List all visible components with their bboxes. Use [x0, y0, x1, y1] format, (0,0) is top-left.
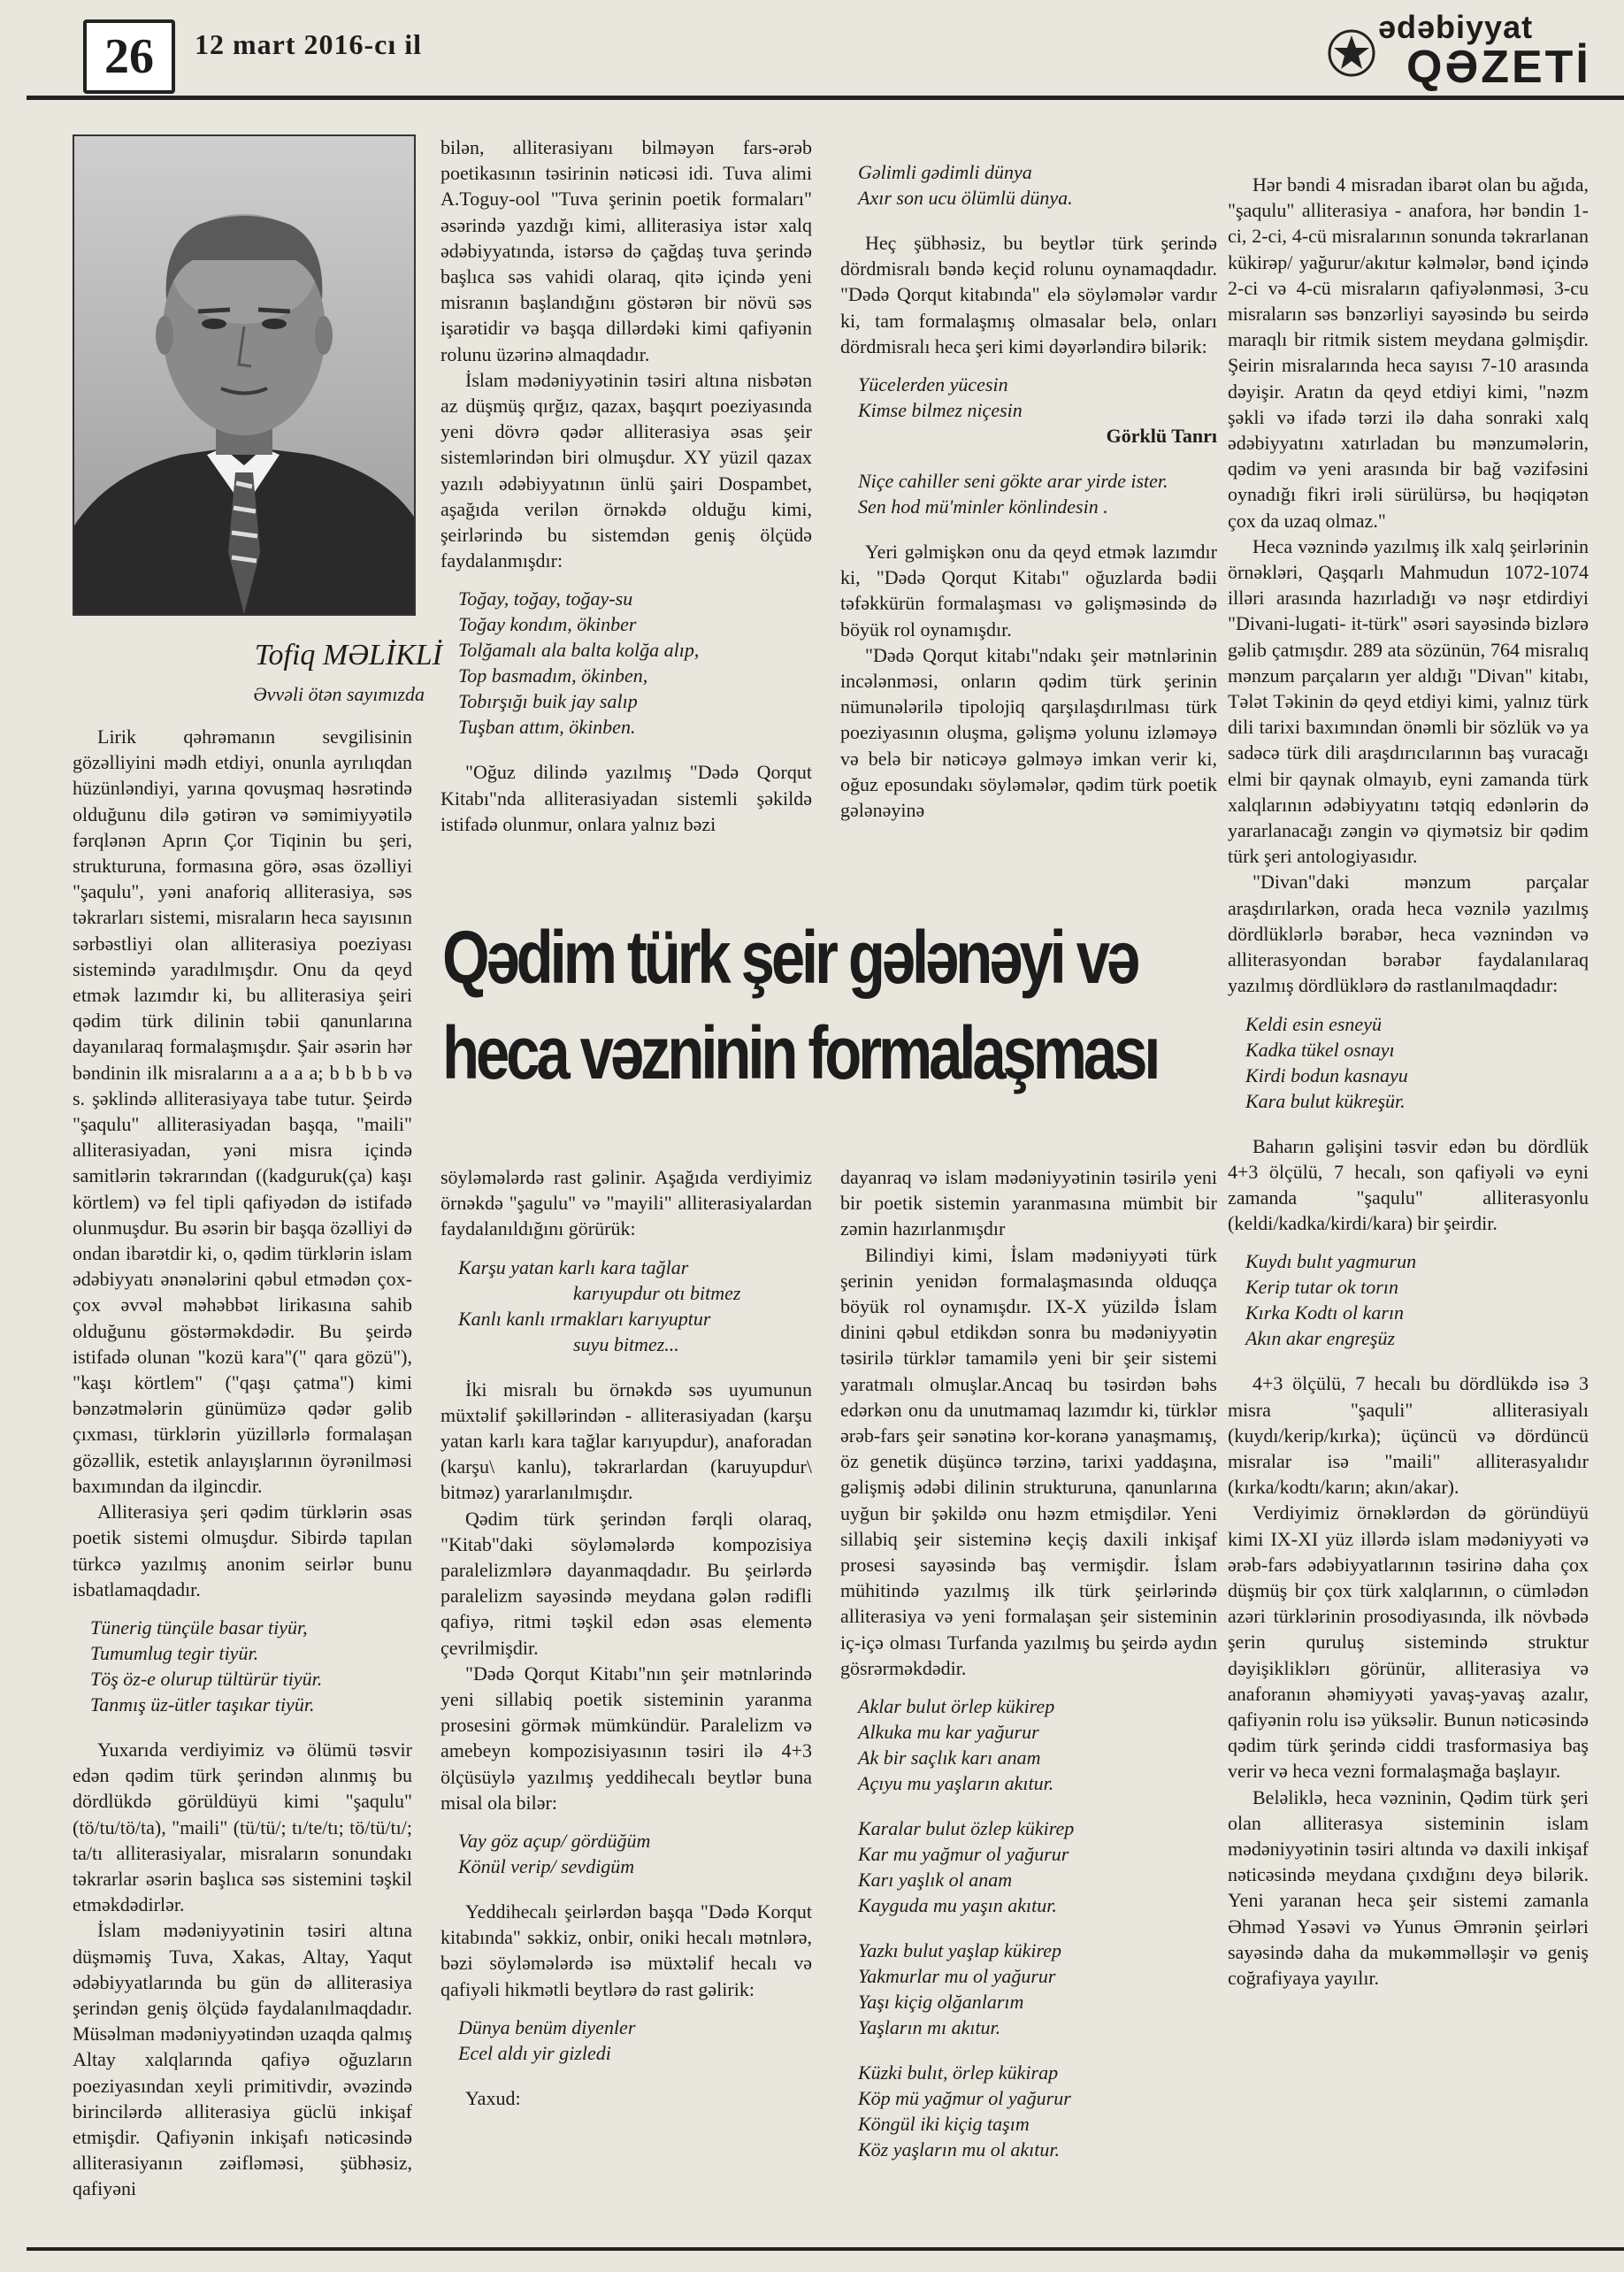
- verse-line: Akın akar engreşüz: [1245, 1327, 1396, 1350]
- title-line1: Qədim türk şeir gələnəyi və: [442, 916, 1138, 999]
- author-photo: [73, 134, 416, 616]
- verse-line: Kayguda mu yaşın akıtur.: [858, 1894, 1057, 1917]
- poem-verse: [858, 468, 1217, 519]
- paragraph: Yaxud:: [465, 2086, 521, 2109]
- column-3: [840, 159, 1217, 823]
- verse-line: Könül verip/ sevdigüm: [458, 1855, 635, 1878]
- paragraph: Baharın gəlişini təsvir edən bu dördlük 4+3 ölçülü, 7 hecalı, son qafiyəli və eyni zamanda "şaqulu" alliterasyonlu (keldi/kadka/kirdi/kara) bir şeirdir.: [1228, 1134, 1589, 1235]
- paragraph: Beləliklə, heca vəzninin, Qədim türk şeri olan alliterasya sisteminin islam mədəniyyətinin təsiri altında və daxili inkişaf nəticəsində meydana çıxdığını deyə bilərik. Yeni yaranan heca şeir sistemi zamanla Əhməd Yəsəvi və Yunus Əmrənin şeirləri sayəsində daha da mukəmməlləşir və geniş coğrafiyaya yayılır.: [1228, 1785, 1589, 1989]
- verse-line: Keldi esin esneyü: [1245, 1012, 1382, 1035]
- verse-line: Yaşı kiçig olğanlarım: [858, 1991, 1024, 2014]
- paragraph: "Dədə Qorqut kitabı"ndakı şeir mətnlərinin incələnməsi, onların qədim türk şerinin nümunələrilə tipolojiq qarşılaşdırılması türk poeziyasının oluşma, gəlişmə yolunu izləməyə və belə bir nəticəyə gəlməyə imkan verir ki, oğuz eposundakı söyləmələr, qədim türk poetik gələnəyinə: [840, 643, 1217, 822]
- paragraph: dayanraq və islam mədəniyyətinin təsirilə yeni bir poetik sistemin yaranmasına mümbit bir zəmin hazırlanmışdır: [840, 1166, 1217, 1240]
- verse-line: Tumumlug tegir tiyür.: [90, 1641, 259, 1664]
- column-2: [440, 134, 812, 837]
- paragraph: Verdiyimiz örnəklərdən də göründüyü kimi IX-XI yüz illərdə islam mədəniyyəti və ərəb-fars ədəbiyyatlarının təsirinə daha çox düşmüş bir çox türk xalqlarının, o cümlədən azəri türklərinin prosodiyasında, ilk növbədə şerin quruluş sistemində struktur dəyişikliklərı görünür, alliterasiya və anaforanın əhəmiyyəti yavaş-yavaş azalır, qafiyənin rolu isə yüksəlir. Bunun nəticəsində qədim türk şerində ciddi trasformasiya baş verir və heca vezni formalaşmağa başlayır.: [1228, 1501, 1589, 1783]
- verse-line: Kimse bilmez niçesin: [858, 399, 1023, 422]
- column-1: [73, 724, 412, 2202]
- verse-line: Kadka tükel osnayı: [1245, 1038, 1395, 1061]
- verse-line: Yaşların mı akıtur.: [858, 2016, 1001, 2039]
- verse-line: Toğay, toğay, toğay-su: [458, 587, 633, 610]
- verse-line: Yazkı bulut yaşlap kükirep: [858, 1939, 1061, 1962]
- poem-verse: [858, 159, 1217, 211]
- poem-verse: [458, 1828, 812, 1879]
- logo-line1: ədəbiyyat: [1378, 9, 1534, 45]
- column-4: [1228, 172, 1589, 1991]
- paragraph: İki misralı bu örnəkdə səs uyumunun müxtəlif şəkillərindən - alliterasiyadan (karşu yatan karlı kara tağlar karıyupdur), anaforadan (karşu\ kanlu), təkrarlardan (karuyupdur\ bitməz) yararlanılmışdır.: [440, 1378, 812, 1504]
- poem-verse: [458, 1255, 812, 1357]
- verse-line: Dünya benüm diyenler: [458, 2015, 636, 2038]
- verse-line: Kanlı kanlı ırmakları karıyuptur: [458, 1307, 711, 1330]
- issue-date: 12 mart 2016-cı il: [195, 28, 423, 60]
- poem-verse: [858, 1938, 1217, 2040]
- paragraph: Hər bəndi 4 misradan ibarət olan bu ağıda, "şaqulu" alliterasiya - anafora, hər bəndin 1-ci, 2-ci, 4-cü misralarının sonunda təkrarlanan kükirəp/ yağurur/akıtur kəlmələr, bənd içində 2-ci və 4-cü misraların qafiyələnməsi, 3-cu misraların səs bənzərliyi sayəsində bu seirdə maraqlı bir ritmik sistem meydana gəlmişdir. Şeirin misralarında heca sayısı 7-10 arasında dəyişir. Aratın da qeyd etdiyi kimi, "nəzm şəkli və ifadə tərzi ilə daha sonraki xalq ədəbiyyatını xatırladan bu mənzumələrin, qədim və yeni arasında bir bağ vəzifəsini oynadığı fikri irəli sürülürsə, bu həqiqətən çox da uzaq olmaz.": [1228, 173, 1589, 532]
- page-number: 26: [83, 19, 175, 94]
- paragraph: Heç şübhəsiz, bu beytlər türk şerində dördmisralı bəndə keçid rolunu oynamaqdadır. "Dədə Qorqut kitabında" elə söyləmələr vardır ki, tam formalaşmış olmasalar belə, onları dördmisralı heca şeri kimi dəyərləndirə bilərik:: [840, 232, 1217, 357]
- verse-line: Tobırşığı buik jay salıp: [458, 690, 638, 713]
- poem-verse: [90, 1615, 412, 1717]
- poem-verse: [858, 372, 1217, 449]
- verse-line: Köngül iki kiçig taşım: [858, 2113, 1030, 2136]
- verse-line: suyu bitmez...: [573, 1332, 679, 1355]
- verse-line: Tanmış üz-ütler taşıkar tiyür.: [90, 1692, 315, 1716]
- poem-verse: [458, 2015, 812, 2066]
- verse-line: Açıyu mu yaşların akıtur.: [858, 1772, 1054, 1795]
- verse-line: Töş öz-e olurup tültürür tiyür.: [90, 1667, 323, 1690]
- verse-line: Aklar bulut örlep kükirep: [858, 1695, 1055, 1718]
- verse-line: Axır son ucu ölümlü dünya.: [858, 187, 1073, 209]
- verse-line: Küzki bulıt, örlep kükirap: [858, 2061, 1059, 2084]
- verse-line: Gəlimli gədimli dünya: [858, 161, 1032, 183]
- verse-line: Kırka Kodtı ol karın: [1245, 1301, 1405, 1324]
- verse-line: Kirdi bodun kasnayu: [1245, 1063, 1408, 1086]
- verse-line: Köz yaşların mu ol akıtur.: [858, 2138, 1060, 2161]
- poem-verse: [458, 586, 812, 740]
- paragraph: Yuxarıda verdiyimiz və ölümü təsvir edən qədim türk şerindən alınmış bu dördlükdə görüldüyü kimi "şaqulu"(tö/tu/tö/ta), "maili" (tü/tü/; tı/te/tı; tö/tü/tı/; ta/tı alliterasiyalar, misraların sonundakı təkrarlar əsərin başlıca səs sistemini təşkil etməkdədirlər.: [73, 1738, 412, 1916]
- star-icon: [1327, 28, 1376, 78]
- verse-line: Vay göz açup/ gördüğüm: [458, 1830, 651, 1853]
- newspaper-logo: [1327, 9, 1591, 93]
- verse-line: Kar mu yağmur ol yağurur: [858, 1843, 1069, 1866]
- verse-line: Sen hod mü'minler könlindesin .: [858, 495, 1108, 518]
- paragraph: Lirik qəhrəmanın sevgilisinin gözəlliyini mədh etdiyi, onunla ayrılıqdan hüzünləndiyi, yarına qovuşmaq həsrətində olduğunu dilə gətirən və səmimiyyətilə fərqlənən Aprın Çor Tiqinin bu şeri, strukturuna, formasına görə, əsas özəlliyi "şaqulu", yəni anaforiq alliterasiya, səs təkrarları sistemi, misraların heca sayısının sərbəstliyi olan alliterasiya poeziyası sistemində yaradılmışdır. Onu da qeyd etmək lazımdır ki, bu alliterasiya şeiri qədim türk dilinin təbii qanunlarına dayanılaraq formalaşmışdır. Şair əsərin hər bəndinin ilk misralarını a a a a; b b b b və s. şəklində alliterasiyaya tabe tutur. Şeirdə "şaqulu" alliterasiyadan başqa, "maili" alliterasiyadan, yəni misra içində samitlərin təkrarından ((kadguruk(ça) kaşı körtlem) və fel tipli qafiyədən də istifadə olunmuşdur. Bu əsərin bir başqa özəlliyi də ondan ibarətdir ki, o, qədim türklərin islam ədəbiyyatı ənənələrini qəbul etmədən çox-çox əvvəl məhəbbət lirikasına sahib olduğunu göstərməkdədir. Bu şeirdə istifadə olunan "kozü kara"(" qara gözü"), "kaşı körtlem" ("qaşı çatma") kimi bənzətmələrin günümüzə qədər gəlib çıxması, türklərin yüzillərlə formalaşan gözəllik, estetik anlayışlarının öyrənilməsi baxımından da ilgincdir.: [73, 725, 412, 1497]
- verse-line: Alkuka mu kar yağurur: [858, 1721, 1039, 1744]
- verse-line: Ak bir saçlık karı anam: [858, 1746, 1041, 1769]
- footer-rule: [27, 2247, 1624, 2251]
- verse-line: Ecel aldı yir gizledi: [458, 2041, 611, 2064]
- verse-line: Yücelerden yücesin: [858, 373, 1008, 396]
- column-6: [840, 1164, 1217, 2182]
- paragraph: Yeri gəlmişkən onu da qeyd etmək lazımdır ki, "Dədə Qorqut Kitabı" oğuzlarda bədii təfəkkürün formalaşması və gəlişməsində də böyük rol oynamışdır.: [840, 541, 1217, 641]
- paragraph: Heca vəznində yazılmış ilk xalq şeirlərinin örnəkləri, Qaşqarlı Mahmudun 1072-1074 illəri arasında hazırladığı və nəşr etdirdiyi "Divani-lugati- it-türk" əsəri sayəsində bizlərə gəlib çatmışdır. 289 ata sözünün, 764 misralıq mənzum parçaların yer aldığı "Divan" kitabı, Tələt Təkinin də qeyd etdiyi kimi, yalnız türk dili tarixi baxımından önəmli bir sözlük və ya sadəcə türk dili araşdırıcılarının baş vuracağı elmi bir qaynak olmayıb, eyni zamanda türk xalqlarının ədəbiyyatını tətqiq edənlərin də yararlanacağı zəngin və qiymətsiz bir qədim türk şeri antologiyasıdır.: [1228, 534, 1589, 868]
- poem-verse: [858, 2060, 1217, 2162]
- poem-verse: [1245, 1011, 1589, 1114]
- author-note: Əvvəli ötən sayımızda: [253, 683, 425, 705]
- poem-verse: [1245, 1248, 1589, 1351]
- verse-line: Karalar bulut özlep kükirep: [858, 1817, 1075, 1840]
- paragraph: İslam mədəniyyətinin təsiri altına düşməmiş Tuva, Xakas, Altay, Yaqut ədəbiyyatlarında bu gün də alliterasiya şerindən geniş ölçüdə faydalanılmaqdadır. Müsəlman mədəniyyətindən uzaqda qalmış Altay xalqlarında qafiyə oğuzların poeziyasından xeyli primitivdir, əvəzində birincilərdə alliterasiya güclü inkişaf etmişdir. Qafiyənin inkişafı nəticəsində alliterasiyanın zəifləməsi, şübhəsiz, qafiyəni: [73, 1919, 412, 2200]
- verse-line: karıyupdur otı bitmez: [573, 1281, 741, 1304]
- paragraph: 4+3 ölçülü, 7 hecalı bu dördlükdə isə 3 misra "şaquli" alliterasiyalı (kuydı/kerip/kırka); üçüncü və dördüncü misralar isə "maili" alliterasyalıdır (kırka/kodtı/karın; akın/akar).: [1228, 1372, 1589, 1499]
- poem-verse: [858, 1693, 1217, 1796]
- verse-line: Karı yaşlık ol anam: [858, 1869, 1013, 1892]
- paragraph: bilən, alliterasiyanı bilməyən fars-ərəb poetikasının təsirinin nəticəsi idi. Tuva alimi A.Toguy-ool "Tuva şerinin poetik formaları" əsərində yazdığı kimi, alliterasiya istər xalq ədəbiyyatında, istərsə də çağdaş tuva şerində başlıca səs vahidi olaraq, qitə içində yeni misranın başlandığını göstərən bir növü səs işarətidir və başqa dillərdəki kimi qafiyənin rolunu üzərinə almaqdadır.: [440, 136, 812, 365]
- paragraph: "Divan"daki mənzum parçalar araşdırılarkən, orada heca vəznilə yazılmış dördlüklərlə bərabər, heca vəznindən və alliterasyondan bərabər faydalanılaraq yazılmış dördlüklərə də rastlanılmaqdadır:: [1228, 871, 1589, 997]
- verse-line: Niçe cahiller seni gökte arar yirde ister.: [858, 470, 1168, 493]
- title-line2: heca vəzninin formalaşması: [442, 1011, 1158, 1094]
- logo-line2: QƏZETİ: [1406, 42, 1591, 93]
- paragraph: söyləmələrdə rast gəlinir. Aşağıda verdiyimiz örnəkdə "şagulu" və "mayili" alliterasiyalardan faydalanıldığını görürük:: [440, 1166, 812, 1240]
- paragraph: "Oğuz dilində yazılmış "Dədə Qorqut Kitabı"nda alliterasiyadan sistemli şəkildə istifadə olunmur, onlara yalnız bəzi: [440, 761, 812, 835]
- paragraph: Bilindiyi kimi, İslam mədəniyyəti türk şerinin yenidən formalaşmasında olduqça böyük rol oynamışdır. IX-X yüzildə İslam dinini qəbul etdikdən sonra bu mədəniyyətin təsirilə türklər tamamilə yeni bir şeir sistemi yaratmalı olmuşlar.Ancaq bu təsirdən bəhs edərkən onu da unutmamaq lazımdır ki, türklər ərəb-fars şeir sənətinə kor-koranə yanaşmamış, öz genetik düşüncə tərzinə, tarixi yaddaşına, gəlişmiş ədəbi dilinin strukturuna, qanunlarına uyğun bir şəkildə onu həzm etmişdilər. Yeni sillabiq şeir sisteminə keçiş daxili inkişaf prosesi sayəsində baş vermişdir. İslam mühitində yazılmış ilk türk şeirlərində alliterasiya və yeni formalaşan şeir sisteminin iç-içə olması Turfanda yazılmış bu şeirdə aydın gösrərməkdədir.: [840, 1243, 1217, 1679]
- verse-line: Kara bulut kükreşür.: [1245, 1089, 1406, 1112]
- verse-signature: Görklü Tanrı: [1106, 425, 1217, 448]
- verse-line: Toğay kondım, ökinber: [458, 613, 637, 636]
- paragraph: İslam mədəniyyətinin təsiri altına nisbətən az düşmüş qırğız, qazax, başqırt poeziyasında yeni dövrə qədər alliterasiya əsas şeir sistemlərindən biri olmuşdur. XY yüzil qazax yazılı ədəbiyyatının ünlü şairi Dospambet, aşağıda verilən örnəkdə olduğu kimi, şeirlərində bu sistemdən geniş ölçüdə faydalanmışdır:: [440, 368, 812, 572]
- verse-line: Yakmurlar mu ol yağurur: [858, 1965, 1056, 1988]
- verse-line: Köp mü yağmur ol yağurur: [858, 2087, 1071, 2110]
- verse-line: Kuydı bulıt yagmurun: [1245, 1250, 1417, 1273]
- paragraph: "Dədə Qorqut Kitabı"nın şeir mətnlərində yeni sillabiq poetik sisteminin yaranma prosesini görmək mümkündür. Paralelizm və amebeyn kompozisiyasının təsiri ilə 4+3 ölçüsüylə yazılmış yeddihecalı beytlər buna misal ola bilər:: [440, 1662, 812, 1814]
- paragraph: Alliterasiya şeri qədim türklərin əsas poetik sistemi olmuşdur. Sibirdə tapılan türkcə yazılmış anonim seirlər bunu isbatlamaqdadır.: [73, 1501, 412, 1600]
- verse-line: Karşu yatan karlı kara tağlar: [458, 1255, 689, 1278]
- verse-line: Tolğamalı ala balta kolğa alıp,: [458, 639, 700, 662]
- verse-line: Tünerig tünçüle basar tiyür,: [90, 1616, 308, 1639]
- poem-verse: [858, 1815, 1217, 1918]
- paragraph: Yeddihecalı şeirlərdən başqa "Dədə Korqut kitabında" səkkiz, onbir, oniki hecalı mətnlərə, bəzi söyləmələrdə isə müxtəlif hecalı və qafiyəli hikmətli beytlərə də rast gəlirik:: [440, 1900, 812, 2000]
- author-name: Tofiq MƏLİKLİ: [254, 639, 442, 672]
- article-title: [442, 910, 1203, 1131]
- verse-line: Top basmadım, ökinben,: [458, 664, 648, 687]
- verse-line: Kerip tutar ok torın: [1245, 1276, 1398, 1299]
- paragraph: Qədim türk şerindən fərqli olaraq, "Kitab"daki söyləmələrdə kompozisiya paralelizmlərə dayanmaqdadır. Bu şeirlərdə paralelizm sayəsində meydana gələn rədifli qafiyə, ritmi təşkil edən əsas elementə çevrilmişdir.: [440, 1507, 812, 1659]
- column-5: [440, 1164, 812, 2111]
- verse-line: Tuşban attım, ökinben.: [458, 716, 636, 739]
- page-header: [0, 0, 1624, 97]
- header-rule: [27, 96, 1624, 100]
